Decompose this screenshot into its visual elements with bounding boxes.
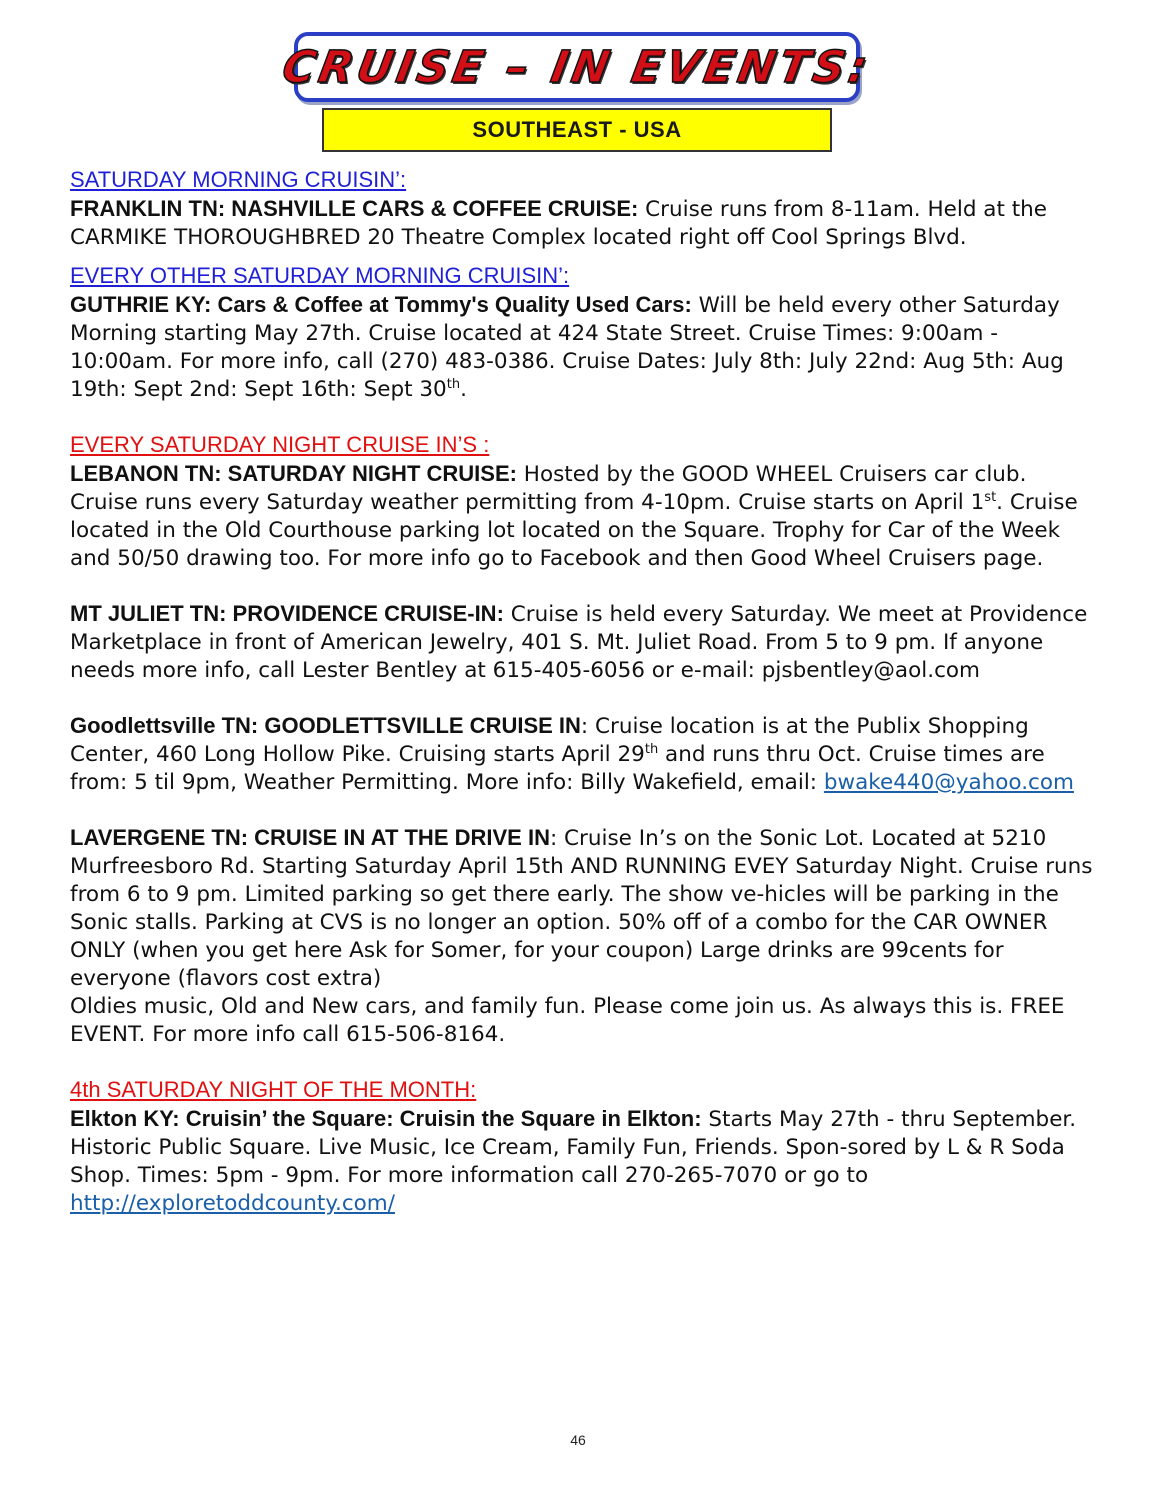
section-fourth-saturday bbox=[70, 1076, 1094, 1218]
event-description: Cruise runs from 8-11am. Held at the CARMIKE THOROUGHBRED 20 Theatre Complex located right off Cool Springs Blvd. bbox=[70, 197, 1048, 250]
title-banner bbox=[278, 32, 876, 102]
section-every-other-saturday bbox=[70, 262, 1094, 404]
region-label: SOUTHEAST - USA bbox=[472, 117, 682, 142]
event-description-continued: Oldies music, Old and New cars, and family fun. Please come join us. As always this is. FREE EVENT. For more info call 615-506-8164. bbox=[70, 994, 1065, 1047]
event-description: Will be held every other Saturday Morning starting May 27th. Cruise located at 424 State Street. Cruise Times: 9:00am - 10:00am. For more info, call (270) 483-0386. Cruise Dates: July 8th: July 22nd: Aug 5th: Aug 19th: Sept 2nd: Sept 16th: Sept 30 bbox=[70, 293, 1064, 402]
event-entry bbox=[70, 460, 1094, 573]
event-title: FRANKLIN TN: NASHVILLE CARS & COFFEE CRUISE: bbox=[70, 196, 639, 221]
event-title: LAVERGENE TN: CRUISE IN AT THE DRIVE IN bbox=[70, 825, 550, 850]
event-entry bbox=[70, 712, 1094, 797]
ordinal-suffix: th bbox=[644, 741, 659, 757]
event-description: Starts May 27th - thru September. Historic Public Square. Live Music, Ice Cream, Family Fun, Friends. Spon-sored by L & R Soda Shop. Times: 5pm - 9pm. For more information call 270-265-7070 or go to bbox=[70, 1107, 1077, 1188]
website-link[interactable]: http://exploretoddcounty.com/ bbox=[70, 1191, 395, 1216]
event-title: Goodlettsville TN: GOODLETTSVILLE CRUISE IN bbox=[70, 713, 581, 738]
ordinal-suffix: th bbox=[446, 376, 461, 392]
section-heading: SATURDAY MORNING CRUISIN’: bbox=[70, 167, 407, 192]
event-entry bbox=[70, 1105, 1094, 1218]
event-description: Cruise is held every Saturday. We meet at Providence Marketplace in front of American Jewelry, 401 S. Mt. Juliet Road. From 5 to 9 pm. If anyone needs more info, call Lester Bentley at 615-405-6056 or e-mail: pjsbentley@aol.com bbox=[70, 602, 1088, 683]
section-heading: EVERY SATURDAY NIGHT CRUISE IN’S : bbox=[70, 432, 490, 457]
event-title: GUTHRIE KY: Cars & Coffee at Tommy's Quality Used Cars: bbox=[70, 292, 692, 317]
event-description-tail: and runs thru Oct. Cruise times are from: 5 til 9pm, Weather Permitting. More info: Billy Wakefield, email: bbox=[70, 742, 1045, 795]
page-title: CRUISE – IN EVENTS: bbox=[278, 41, 876, 93]
page-number: 46 bbox=[570, 1432, 586, 1448]
event-entry bbox=[70, 824, 1094, 1049]
event-description: : Cruise location is at the Publix Shopping Center, 460 Long Hollow Pike. Cruising starts April 29 bbox=[70, 714, 1029, 767]
event-title: Elkton KY: Cruisin’ the Square: Cruisin the Square in Elkton: bbox=[70, 1106, 702, 1131]
event-title: LEBANON TN: SATURDAY NIGHT CRUISE: bbox=[70, 461, 517, 486]
event-description: Hosted by the GOOD WHEEL Cruisers car club. Cruise runs every Saturday weather permitting from 4-10pm. Cruise starts on April 1 bbox=[70, 462, 1027, 515]
event-description-tail: . bbox=[460, 377, 467, 402]
events-content bbox=[70, 166, 1094, 1218]
region-banner bbox=[322, 108, 832, 152]
event-title: MT JULIET TN: PROVIDENCE CRUISE-IN: bbox=[70, 601, 504, 626]
event-description: : Cruise In’s on the Sonic Lot. Located at 5210 Murfreesboro Rd. Starting Saturday April 15th AND RUNNING EVEY Saturday Night. Cruise runs from 6 to 9 pm. Limited parking so get there early. The show ve-hicles will be parking in the Sonic stalls. Parking at CVS is no longer an option. 50% off of a combo for the CAR OWNER ONLY (when you get here Ask for Somer, for your coupon) Large drinks are 99cents for everyone (flavors cost extra) bbox=[70, 826, 1093, 991]
section-heading: 4th SATURDAY NIGHT OF THE MONTH: bbox=[70, 1077, 477, 1102]
ordinal-suffix: st bbox=[984, 489, 997, 505]
section-saturday-night bbox=[70, 431, 1094, 1049]
section-saturday-morning bbox=[70, 166, 1094, 252]
event-entry bbox=[70, 195, 1094, 252]
event-entry bbox=[70, 291, 1094, 404]
event-description-tail: . Cruise located in the Old Courthouse parking lot located on the Square. Trophy for Car of the Week and 50/50 drawing too. For more info go to Facebook and then Good Wheel Cruisers page. bbox=[70, 490, 1078, 571]
section-heading: EVERY OTHER SATURDAY MORNING CRUISIN’: bbox=[70, 263, 570, 288]
email-link[interactable]: bwake440@yahoo.com bbox=[823, 770, 1074, 795]
event-entry bbox=[70, 600, 1094, 685]
